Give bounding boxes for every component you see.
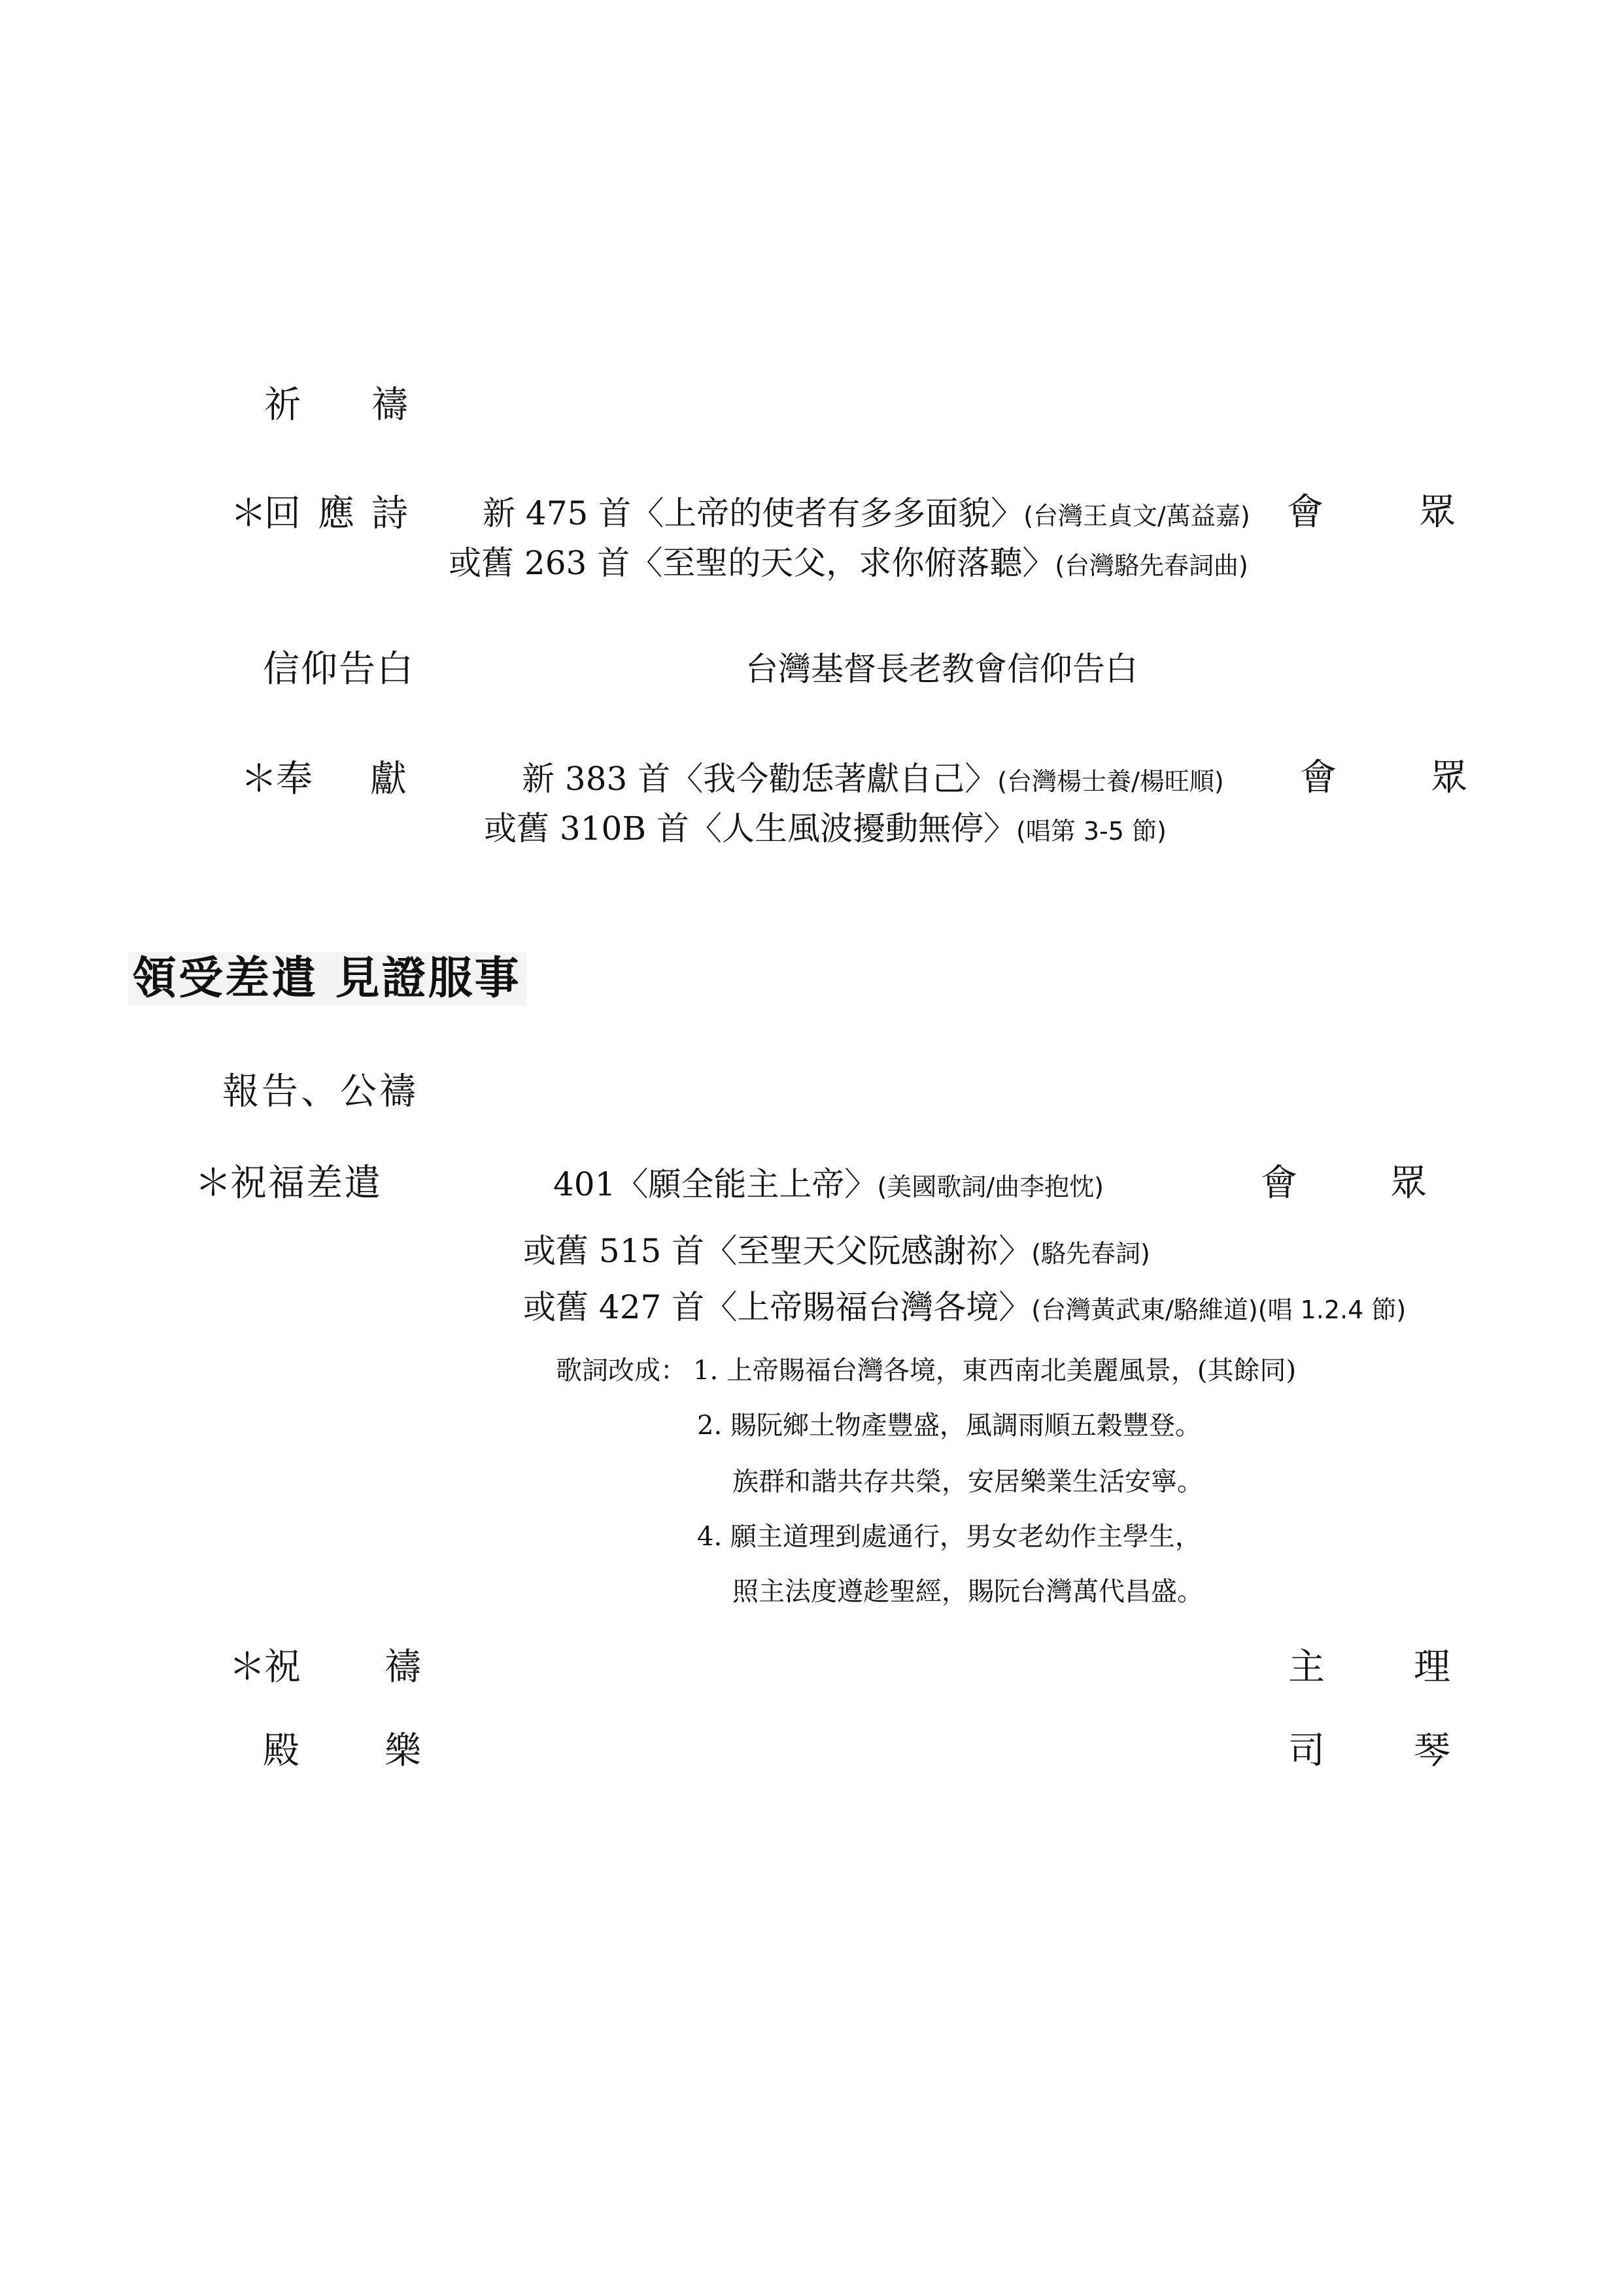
prayer-label-char-2: 禱 (371, 384, 408, 426)
lyrics-line-4: 4. 願主道理到處通行，男女老幼作主學生， (697, 1522, 1201, 1552)
response-hymn-line-1-title: 新 475 首〈上帝的使者有多多面貌〉 (483, 494, 1024, 532)
offering-label-char-1: 奉 (276, 758, 313, 800)
offering-line-1-note: (台灣楊士養/楊旺順) (997, 767, 1224, 796)
sending-hymn-star: ＊ (195, 1162, 231, 1205)
announcements-label: 報告、公禱 (222, 1071, 419, 1113)
lyrics-line-3: 族群和諧共存共榮，安居樂業生活安寧。 (732, 1467, 1203, 1497)
response-hymn-line-2 (449, 544, 1248, 582)
benediction-label-char-1: 祝 (264, 1646, 301, 1688)
lyrics-change-label: 歌詞改成： (556, 1356, 687, 1386)
sending-hymn-line-2-note: (駱先春詞) (1031, 1239, 1150, 1268)
sending-hymn-line-3 (523, 1288, 1407, 1326)
response-hymn-label-char-1: 回 (264, 492, 301, 535)
offering-star: ＊ (241, 758, 277, 800)
benediction-performer-2: 理 (1414, 1646, 1450, 1688)
response-hymn-line-2-title: 或舊 263 首〈至聖的天父，求你俯落聽〉 (449, 544, 1055, 582)
sending-hymn-performer-2: 眾 (1390, 1162, 1427, 1205)
response-hymn-star: ＊ (230, 492, 267, 535)
offering-line-1 (522, 760, 1224, 798)
lyrics-line-2: 2. 賜阮鄉土物產豐盛，風調雨順五穀豐登。 (697, 1411, 1201, 1441)
offering-line-2-note: (唱第 3-5 節) (1016, 817, 1167, 846)
postlude-performer-1: 司 (1288, 1730, 1325, 1772)
offering-performer-2: 眾 (1431, 757, 1467, 799)
section-heading: 領受差遣 見證服事 (128, 952, 526, 1006)
postlude-label-char-1: 殿 (263, 1730, 299, 1772)
benediction-label-char-2: 禱 (384, 1646, 421, 1688)
offering-line-2-title: 或舊 310B 首〈人生風波擾動無停〉 (484, 810, 1016, 848)
response-hymn-label-char-2: 應 (318, 492, 354, 535)
offering-performer-1: 會 (1300, 757, 1337, 799)
sending-hymn-line-1-note: (美國歌詞/曲李抱忱) (877, 1173, 1104, 1201)
benediction-star: ＊ (229, 1646, 265, 1688)
benediction-performer-1: 主 (1288, 1646, 1325, 1688)
sending-hymn-line-3-title: 或舊 427 首〈上帝賜福台灣各境〉 (523, 1288, 1032, 1326)
response-hymn-line-1 (483, 494, 1250, 532)
offering-line-1-title: 新 383 首〈我今勸恁著獻自己〉 (522, 760, 998, 798)
lyrics-line-5: 照主法度遵趁聖經，賜阮台灣萬代昌盛。 (732, 1577, 1203, 1607)
creed-label: 信仰告白 (263, 648, 415, 691)
sending-hymn-line-3-note: (台灣黃武東/駱維道)(唱 1.2.4 節) (1031, 1295, 1407, 1324)
creed-text: 台灣基督長老教會信仰告白 (745, 650, 1138, 688)
offering-label-char-2: 獻 (370, 758, 407, 800)
sending-hymn-label: 祝福差遣 (230, 1162, 382, 1205)
response-hymn-performer-2: 眾 (1419, 491, 1456, 534)
sending-hymn-performer-1: 會 (1261, 1162, 1297, 1205)
postlude-performer-2: 琴 (1414, 1730, 1450, 1772)
sending-hymn-line-2-title: 或舊 515 首〈至聖天父阮感謝祢〉 (523, 1232, 1032, 1270)
response-hymn-label-char-3: 詩 (371, 492, 408, 535)
response-hymn-line-2-note: (台灣駱先春詞曲) (1055, 551, 1248, 580)
sending-hymn-line-1-title: 401〈願全能主上帝〉 (553, 1165, 878, 1203)
sending-hymn-line-1 (553, 1165, 1104, 1203)
postlude-label-char-2: 樂 (384, 1730, 421, 1772)
offering-line-2 (484, 810, 1167, 848)
lyrics-line-1: 1. 上帝賜福台灣各境，東西南北美麗風景，(其餘同) (693, 1356, 1297, 1386)
prayer-label-char-1: 祈 (264, 384, 301, 426)
sending-hymn-line-2 (523, 1232, 1150, 1270)
response-hymn-line-1-note: (台灣王貞文/萬益嘉) (1023, 502, 1250, 530)
response-hymn-performer-1: 會 (1287, 491, 1324, 534)
